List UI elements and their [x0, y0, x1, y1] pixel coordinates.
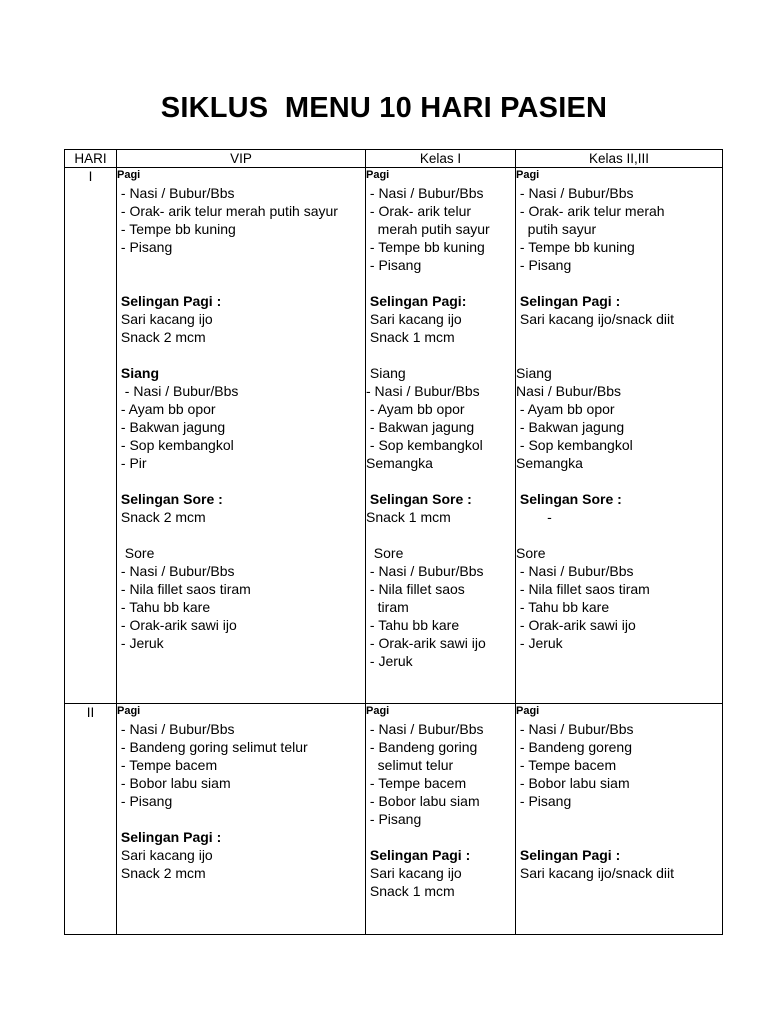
- meal-heading: Pagi: [366, 169, 390, 181]
- menu-line: - Sop kembangkol: [366, 437, 483, 453]
- header-kelas-1: Kelas I: [366, 150, 516, 168]
- menu-line: - Bandeng goreng: [516, 739, 632, 755]
- menu-line: - Nasi / Bubur/Bbs: [366, 563, 484, 579]
- menu-line: - Jeruk: [117, 635, 164, 651]
- menu-line: - Bobor labu siam: [366, 793, 480, 809]
- menu-line: Siang: [516, 365, 552, 381]
- menu-line: - Nasi / Bubur/Bbs: [117, 721, 235, 737]
- blank-line: [117, 526, 365, 544]
- menu-line: - Nasi / Bubur/Bbs: [516, 563, 634, 579]
- menu-line: Sari kacang ijo: [366, 865, 462, 881]
- menu-line: Snack 1 mcm: [366, 329, 455, 345]
- menu-line: - Tempe bacem: [516, 757, 617, 773]
- menu-line: - Nila fillet saos tiram: [117, 581, 251, 597]
- blank-line: [366, 526, 515, 544]
- menu-line: - Sop kembangkol: [117, 437, 234, 453]
- blank-line: [516, 472, 722, 490]
- meal-section-label: Selingan Pagi :: [516, 847, 621, 863]
- menu-line: - Bakwan jagung: [117, 419, 226, 435]
- meal-heading: Pagi: [366, 705, 390, 717]
- menu-line: tiram: [366, 599, 409, 615]
- meal-section-label: Selingan Pagi :: [366, 847, 471, 863]
- menu-line: - Tempe bb kuning: [366, 239, 485, 255]
- menu-line: - Orak- arik telur merah: [516, 203, 665, 219]
- meal-section-label: Siang: [117, 365, 160, 381]
- menu-line: Sari kacang ijo: [117, 847, 213, 863]
- blank-line: [117, 256, 365, 274]
- header-kelas-2-3: Kelas II,III: [516, 150, 723, 168]
- menu-line: - Pisang: [516, 793, 572, 809]
- meal-heading: Pagi: [117, 169, 141, 181]
- meal-section-label: Selingan Pagi :: [117, 829, 222, 845]
- menu-line: - Jeruk: [516, 635, 563, 651]
- menu-line: - Jeruk: [366, 653, 413, 669]
- menu-line: Semangka: [516, 455, 583, 471]
- table-header-row: [65, 150, 723, 168]
- menu-cell-vip: [117, 168, 366, 704]
- hari-cell: I: [65, 168, 117, 704]
- meal-section-label: Selingan Pagi:: [366, 293, 467, 309]
- menu-line: Sore: [366, 545, 404, 561]
- menu-cell-kelas-1: [366, 704, 516, 935]
- menu-line: - Orak- arik telur: [366, 203, 472, 219]
- menu-line: - Pir: [117, 455, 147, 471]
- menu-line: Sari kacang ijo/snack diit: [516, 311, 674, 327]
- menu-line: Snack 2 mcm: [117, 865, 206, 881]
- menu-line: - Nasi / Bubur/Bbs: [117, 185, 235, 201]
- menu-line: Snack 2 mcm: [117, 509, 206, 525]
- menu-line: Sari kacang ijo: [366, 311, 462, 327]
- hari-cell: II: [65, 704, 117, 935]
- menu-line: - Bandeng goring selimut telur: [117, 739, 308, 755]
- menu-line: - Nasi / Bubur/Bbs: [366, 721, 484, 737]
- meal-section-label: Selingan Sore :: [117, 491, 223, 507]
- menu-line: selimut telur: [366, 757, 454, 773]
- blank-line: [117, 346, 365, 364]
- menu-line: - Tahu bb kare: [117, 599, 211, 615]
- menu-line: - Tahu bb kare: [516, 599, 610, 615]
- blank-line: [516, 526, 722, 544]
- menu-line: - Nila fillet saos: [366, 581, 465, 597]
- menu-line: Nasi / Bubur/Bbs: [516, 383, 622, 399]
- blank-line: [366, 346, 515, 364]
- table-row: [65, 168, 723, 704]
- meal-heading: Pagi: [516, 705, 540, 717]
- menu-line: - Bakwan jagung: [516, 419, 625, 435]
- blank-line: [117, 810, 365, 828]
- menu-line: - Pisang: [366, 811, 422, 827]
- menu-line: - Tempe bb kuning: [117, 221, 236, 237]
- menu-line: - Nasi / Bubur/Bbs: [117, 563, 235, 579]
- menu-line: - Ayam bb opor: [516, 401, 615, 417]
- menu-cell-kelas-2-3: [516, 168, 723, 704]
- meal-section-label: Selingan Sore :: [516, 491, 622, 507]
- blank-line: [516, 328, 722, 346]
- meal-section-label: Selingan Sore :: [366, 491, 472, 507]
- menu-line: - Ayam bb opor: [366, 401, 465, 417]
- menu-line: - Orak-arik sawi ijo: [516, 617, 636, 633]
- menu-line: - Bobor labu siam: [516, 775, 630, 791]
- meal-heading: Pagi: [516, 169, 540, 181]
- menu-line: - Pisang: [117, 793, 173, 809]
- blank-line: [516, 274, 722, 292]
- menu-line: - Orak-arik sawi ijo: [366, 635, 486, 651]
- menu-line: - Nasi / Bubur/Bbs: [516, 185, 634, 201]
- menu-line: - Nasi / Bubur/Bbs: [366, 383, 480, 399]
- menu-line: Sore: [117, 545, 155, 561]
- menu-line: Sari kacang ijo: [117, 311, 213, 327]
- menu-line: merah putih sayur: [366, 221, 490, 237]
- menu-line: - Tempe bacem: [366, 775, 467, 791]
- header-hari: HARI: [65, 150, 117, 168]
- menu-line: - Pisang: [117, 239, 173, 255]
- menu-line: - Orak-arik sawi ijo: [117, 617, 237, 633]
- menu-table: [64, 149, 723, 935]
- menu-line: - Sop kembangkol: [516, 437, 633, 453]
- menu-line: - Tempe bb kuning: [516, 239, 635, 255]
- menu-line: - Nasi / Bubur/Bbs: [117, 383, 239, 399]
- menu-line: - Nasi / Bubur/Bbs: [516, 721, 634, 737]
- menu-line: - Bobor labu siam: [117, 775, 231, 791]
- meal-section-label: Selingan Pagi :: [117, 293, 222, 309]
- menu-cell-vip: [117, 704, 366, 935]
- menu-line: putih sayur: [516, 221, 597, 237]
- menu-line: Sari kacang ijo/snack diit: [516, 865, 674, 881]
- menu-cell-kelas-2-3: [516, 704, 723, 935]
- menu-line: - Tahu bb kare: [366, 617, 460, 633]
- blank-line: [516, 810, 722, 828]
- menu-line: - Pisang: [366, 257, 422, 273]
- blank-line: [117, 472, 365, 490]
- menu-line: Sore: [516, 545, 546, 561]
- menu-line: - Orak- arik telur merah putih sayur: [117, 203, 338, 219]
- meal-section-label: Selingan Pagi :: [516, 293, 621, 309]
- menu-cell-kelas-1: [366, 168, 516, 704]
- blank-line: [366, 828, 515, 846]
- table-row: [65, 704, 723, 935]
- menu-line: - Nila fillet saos tiram: [516, 581, 650, 597]
- blank-line: [117, 274, 365, 292]
- menu-line: - Nasi / Bubur/Bbs: [366, 185, 484, 201]
- menu-line: - Pisang: [516, 257, 572, 273]
- menu-line: - Bandeng goring: [366, 739, 478, 755]
- menu-line: Siang: [366, 365, 406, 381]
- blank-line: [516, 828, 722, 846]
- blank-line: [516, 346, 722, 364]
- page-title: SIKLUS MENU 10 HARI PASIEN: [160, 92, 608, 124]
- blank-line: [366, 274, 515, 292]
- menu-line: Snack 1 mcm: [366, 509, 451, 525]
- menu-line: -: [516, 509, 552, 525]
- menu-line: - Ayam bb opor: [117, 401, 216, 417]
- menu-line: - Tempe bacem: [117, 757, 218, 773]
- menu-line: Snack 1 mcm: [366, 883, 455, 899]
- header-vip: VIP: [117, 150, 366, 168]
- meal-heading: Pagi: [117, 705, 141, 717]
- blank-line: [366, 472, 515, 490]
- menu-line: Snack 2 mcm: [117, 329, 206, 345]
- menu-line: - Bakwan jagung: [366, 419, 475, 435]
- menu-line: Semangka: [366, 455, 433, 471]
